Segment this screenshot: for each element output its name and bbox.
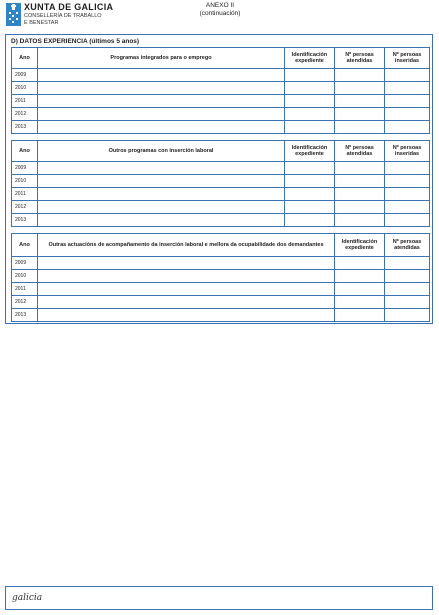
other-support-actions-table xyxy=(11,233,430,322)
program-cell[interactable] xyxy=(38,175,285,188)
id-cell[interactable] xyxy=(285,188,335,201)
col-id-header: Identificación expediente xyxy=(335,234,385,257)
inserted-cell[interactable] xyxy=(385,95,430,108)
attended-cell[interactable] xyxy=(335,201,385,214)
program-cell[interactable] xyxy=(38,121,285,134)
table-row xyxy=(12,121,430,134)
year-cell: 2012 xyxy=(12,296,38,309)
attended-cell[interactable] xyxy=(335,214,385,227)
inserted-cell[interactable] xyxy=(385,175,430,188)
table-row xyxy=(12,214,430,227)
id-cell[interactable] xyxy=(285,162,335,175)
year-cell: 2009 xyxy=(12,69,38,82)
program-cell[interactable] xyxy=(38,69,285,82)
year-cell: 2010 xyxy=(12,82,38,95)
col-attended-header: Nº persoas atendidas xyxy=(385,234,430,257)
col-inserted-header: Nº persoas inseridas xyxy=(385,141,430,162)
year-cell: 2012 xyxy=(12,201,38,214)
attended-cell[interactable] xyxy=(335,95,385,108)
inserted-cell[interactable] xyxy=(385,201,430,214)
id-cell[interactable] xyxy=(335,309,385,322)
col-year-header: Ano xyxy=(12,141,38,162)
table-row xyxy=(12,283,430,296)
attended-cell[interactable] xyxy=(335,121,385,134)
table-row xyxy=(12,257,430,270)
id-cell[interactable] xyxy=(335,257,385,270)
year-cell: 2011 xyxy=(12,95,38,108)
id-cell[interactable] xyxy=(285,175,335,188)
program-cell[interactable] xyxy=(38,214,285,227)
inserted-cell[interactable] xyxy=(385,162,430,175)
id-cell[interactable] xyxy=(285,214,335,227)
id-cell[interactable] xyxy=(285,82,335,95)
year-cell: 2013 xyxy=(12,121,38,134)
program-cell[interactable] xyxy=(38,188,285,201)
program-cell[interactable] xyxy=(38,201,285,214)
col-year-header: Ano xyxy=(12,234,38,257)
program-cell[interactable] xyxy=(38,309,335,322)
inserted-cell[interactable] xyxy=(385,188,430,201)
table-row xyxy=(12,201,430,214)
org-subtitle-line2: E BENESTAR xyxy=(24,20,59,26)
program-cell[interactable] xyxy=(38,257,335,270)
inserted-cell[interactable] xyxy=(385,82,430,95)
experience-section xyxy=(5,34,433,324)
year-cell: 2011 xyxy=(12,283,38,296)
program-cell[interactable] xyxy=(38,296,335,309)
program-cell[interactable] xyxy=(38,270,335,283)
year-cell: 2010 xyxy=(12,270,38,283)
table-row xyxy=(12,270,430,283)
inserted-cell[interactable] xyxy=(385,121,430,134)
table-row xyxy=(12,162,430,175)
attended-cell[interactable] xyxy=(335,108,385,121)
year-cell: 2009 xyxy=(12,257,38,270)
program-cell[interactable] xyxy=(38,108,285,121)
inserted-cell[interactable] xyxy=(385,69,430,82)
attended-cell[interactable] xyxy=(335,175,385,188)
section-title: D) DATOS EXPERIENCIA (últimos 5 anos) xyxy=(11,38,140,45)
annex-title: ANEXO II xyxy=(205,2,235,9)
table-row xyxy=(12,309,430,322)
annex-heading xyxy=(180,2,260,18)
integrated-programs-table xyxy=(11,47,430,134)
page-header xyxy=(0,0,439,34)
year-cell: 2010 xyxy=(12,175,38,188)
attended-cell[interactable] xyxy=(385,257,430,270)
col-inserted-header: Nº persoas inseridas xyxy=(385,48,430,69)
program-cell[interactable] xyxy=(38,283,335,296)
program-cell[interactable] xyxy=(38,95,285,108)
galicia-logo: galicia xyxy=(12,593,43,603)
year-cell: 2013 xyxy=(12,214,38,227)
org-title: XUNTA DE GALICIA xyxy=(24,2,114,12)
year-cell: 2013 xyxy=(12,309,38,322)
table-row xyxy=(12,108,430,121)
id-cell[interactable] xyxy=(335,270,385,283)
attended-cell[interactable] xyxy=(335,162,385,175)
xunta-logo-icon xyxy=(6,3,21,26)
table-row xyxy=(12,69,430,82)
attended-cell[interactable] xyxy=(335,82,385,95)
other-insertion-programs-table xyxy=(11,140,430,227)
col-program-header: Programas integrados para o emprego xyxy=(38,48,285,69)
col-attended-header: Nº persoas atendidas xyxy=(335,141,385,162)
inserted-cell[interactable] xyxy=(385,108,430,121)
year-cell: 2009 xyxy=(12,162,38,175)
org-subtitle xyxy=(24,13,102,27)
attended-cell[interactable] xyxy=(385,270,430,283)
table-row xyxy=(12,175,430,188)
table-row xyxy=(12,95,430,108)
col-id-header: Identificación expediente xyxy=(285,48,335,69)
year-cell: 2011 xyxy=(12,188,38,201)
col-program-header: Outras actuacións de acompañamento da inserción laboral e mellora da ocupabilidade dos demandantes xyxy=(38,234,335,257)
id-cell[interactable] xyxy=(335,283,385,296)
inserted-cell[interactable] xyxy=(385,214,430,227)
program-cell[interactable] xyxy=(38,82,285,95)
attended-cell[interactable] xyxy=(385,283,430,296)
org-subtitle-line1: CONSELLERÍA DE TRABALLO xyxy=(24,13,102,19)
page-footer xyxy=(5,586,433,610)
attended-cell[interactable] xyxy=(335,69,385,82)
col-program-header: Outros programas con inserción laboral xyxy=(38,141,285,162)
id-cell[interactable] xyxy=(285,69,335,82)
year-cell: 2012 xyxy=(12,108,38,121)
table-row xyxy=(12,82,430,95)
attended-cell[interactable] xyxy=(335,188,385,201)
col-attended-header: Nº persoas atendidas xyxy=(335,48,385,69)
annex-subtitle: (continuación) xyxy=(199,10,241,17)
program-cell[interactable] xyxy=(38,162,285,175)
id-cell[interactable] xyxy=(285,108,335,121)
id-cell[interactable] xyxy=(285,201,335,214)
id-cell[interactable] xyxy=(335,296,385,309)
id-cell[interactable] xyxy=(285,95,335,108)
attended-cell[interactable] xyxy=(385,309,430,322)
col-id-header: Identificación expediente xyxy=(285,141,335,162)
id-cell[interactable] xyxy=(285,121,335,134)
attended-cell[interactable] xyxy=(385,296,430,309)
table-row xyxy=(12,296,430,309)
table-row xyxy=(12,188,430,201)
col-year-header: Ano xyxy=(12,48,38,69)
